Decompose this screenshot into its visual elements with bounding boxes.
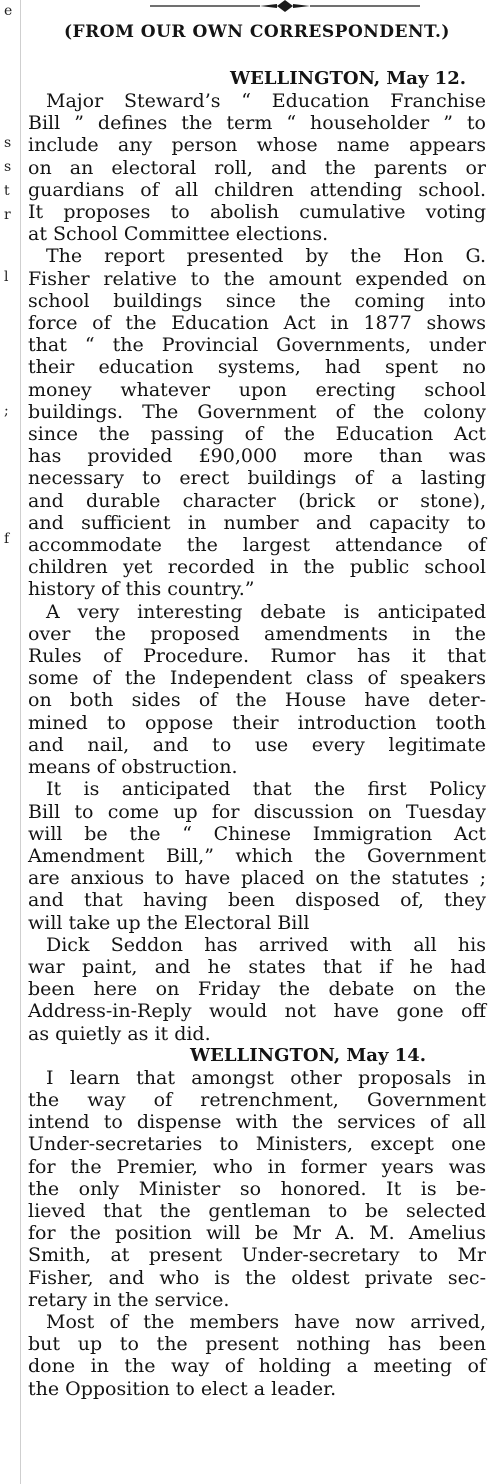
text-line: money whatever upon erecting school [28, 378, 486, 401]
text-line: Fisher, and who is the oldest private sec- [28, 1266, 486, 1289]
text-line: and that having been disposed of, they [28, 889, 486, 912]
text-line: accommodate the largest attendance of [28, 534, 486, 557]
text-line: I learn that amongst other proposals in [46, 1066, 486, 1089]
text-line: Bill ” defines the term “ householder ” to [28, 112, 486, 135]
text-line: the way of retrenchment, Government [28, 1088, 486, 1111]
left-column-fragment: l [4, 269, 9, 285]
article-paragraph [28, 245, 486, 600]
column-divider [20, 0, 21, 1484]
text-line: on an electoral roll, and the parents or [28, 156, 486, 179]
text-line: on both sides of the House have deter- [28, 689, 486, 712]
text-line: the only Minister so honored. It is be- [28, 1177, 486, 1200]
text-line: buildings. The Government of the colony [28, 400, 486, 423]
text-line: Bill to come up for discussion on Tuesday [28, 800, 486, 823]
text-line: Most of the members have now arrived, [46, 1310, 486, 1333]
text-line: means of obstruction. [28, 756, 238, 779]
text-line: lieved that the gentleman to be selected [28, 1199, 486, 1222]
article-heading: (FROM OUR OWN CORRESPONDENT.) [64, 22, 450, 42]
text-line: A very interesting debate is anticipated [46, 600, 486, 623]
left-column-fragment: e [4, 3, 13, 19]
text-line: their education systems, had spent no [28, 356, 486, 379]
text-line: over the proposed amendments in the [28, 622, 486, 645]
text-line: Smith, at present Under-secretary to Mr [28, 1244, 486, 1267]
text-line: that “ the Provincial Governments, under [28, 334, 486, 357]
text-line: guardians of all children attending school. [28, 178, 486, 201]
ornament-rule [150, 0, 420, 12]
text-line: retary in the service. [28, 1288, 230, 1311]
article-paragraph [28, 90, 486, 245]
text-line: some of the Independent class of speakers [28, 667, 486, 690]
text-line: mined to oppose their introduction tooth [28, 711, 486, 734]
dateline: WELLINGTON, May 12. [229, 68, 466, 89]
text-line: Fisher relative to the amount expended on [28, 267, 486, 290]
article-paragraph [28, 934, 486, 1045]
text-line: will be the “ Chinese Immigration Act [28, 822, 486, 845]
text-line: It proposes to abolish cumulative voting [28, 201, 486, 224]
text-line: the Opposition to elect a leader. [28, 1377, 337, 1400]
text-line: Dick Seddon has arrived with all his [46, 933, 486, 956]
left-column-fragment: r [4, 207, 11, 223]
text-line: done in the way of holding a meeting of [28, 1355, 486, 1378]
article-paragraph [28, 1311, 486, 1400]
text-line: will take up the Electoral Bill [28, 911, 310, 934]
text-line: children yet recorded in the public school [28, 556, 486, 579]
text-line: Major Steward’s “ Education Franchise [46, 90, 486, 112]
text-line: history of this country.” [28, 578, 255, 601]
text-line: and sufficient in number and capacity to [28, 511, 486, 534]
text-line: as quietly as it did. [28, 1022, 211, 1045]
article-paragraph [28, 778, 486, 933]
article-paragraph [28, 1067, 486, 1311]
left-column-fragment: s [4, 135, 12, 151]
text-line: at School Committee elections. [28, 223, 329, 246]
article-body-section [28, 90, 486, 1045]
text-line: are anxious to have placed on the statutes ; [28, 867, 486, 890]
text-line: been here on Friday the debate on the [28, 978, 486, 1001]
text-line: The report presented by the Hon G. [46, 245, 486, 268]
left-column-fragment: f [4, 531, 10, 547]
left-column-fragment: t [4, 183, 10, 199]
text-line: has provided £90,000 more than was [28, 445, 486, 468]
text-line: Amendment Bill,” which the Government [28, 844, 486, 867]
article-body-section [28, 1067, 486, 1400]
text-line: Rules of Procedure. Rumor has it that [28, 645, 486, 668]
left-column-fragment: s [4, 159, 12, 175]
text-line: include any person whose name appears [28, 134, 486, 157]
text-line: and nail, and to use every legitimate [28, 733, 486, 756]
article-paragraph [28, 601, 486, 779]
text-line: and durable character (brick or stone), [28, 489, 486, 512]
text-line: for the position will be Mr A. M. Amelius [28, 1222, 486, 1245]
text-line: It is anticipated that the first Policy [46, 778, 486, 801]
left-column-fragment: ; [4, 403, 9, 419]
text-line: for the Premier, who in former years was [28, 1155, 486, 1178]
text-line: Address-in-Reply would not have gone off [28, 1000, 486, 1023]
dateline: WELLINGTON, May 14. [189, 1044, 426, 1066]
text-line: but up to the present nothing has been [28, 1333, 486, 1356]
text-line: necessary to erect buildings of a lasting [28, 467, 486, 490]
text-line: since the passing of the Education Act [28, 423, 486, 446]
text-line: Under-secretaries to Ministers, except one [28, 1133, 486, 1156]
text-line: school buildings since the coming into [28, 289, 486, 312]
article [28, 18, 486, 1478]
text-line: force of the Education Act in 1877 shows [28, 312, 486, 335]
text-line: intend to dispense with the services of all [28, 1111, 486, 1134]
text-line: war paint, and he states that if he had [28, 955, 486, 978]
